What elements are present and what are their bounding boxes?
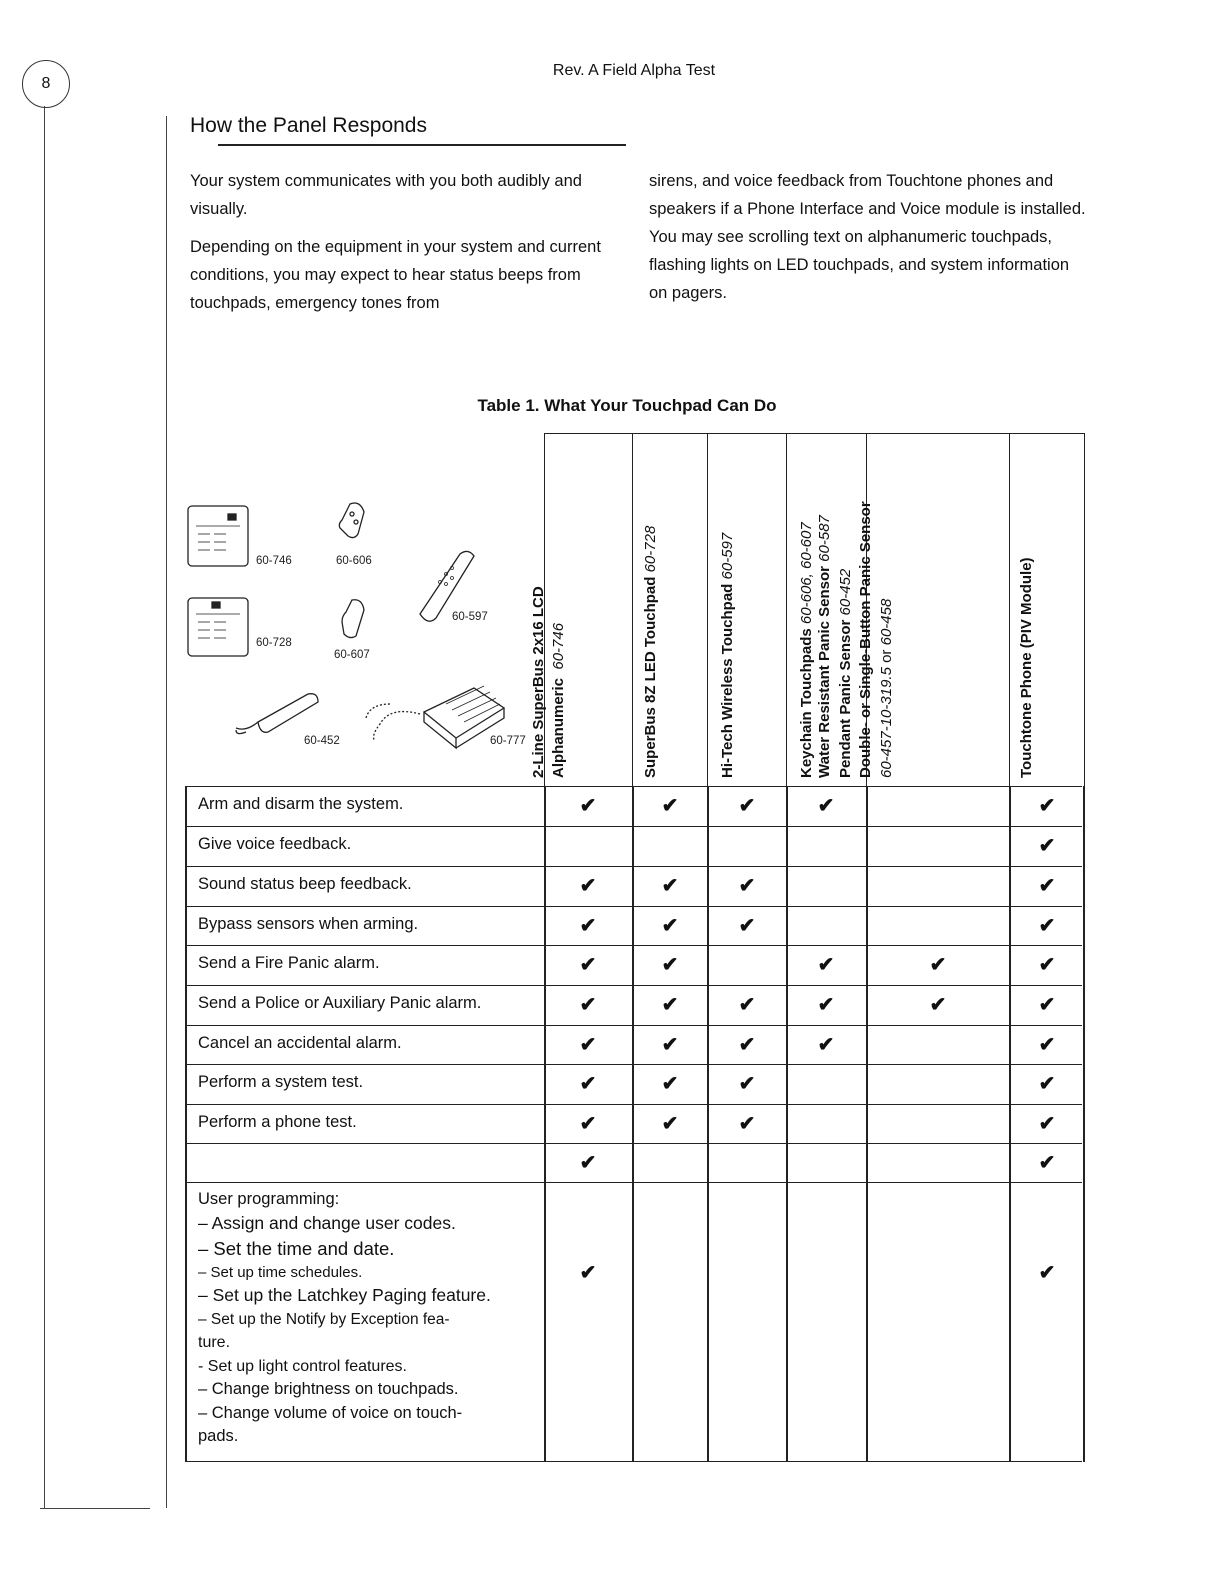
table-row [185, 1025, 1082, 1064]
check-mark-icon: ✔ [929, 994, 947, 1016]
table-caption: Table 1. What Your Touchpad Can Do [477, 396, 777, 415]
column-header-lcd [530, 433, 633, 786]
list-item: – Assign and change user codes. [198, 1212, 456, 1233]
check-mark-icon: ✔ [579, 1262, 597, 1284]
column-header-text: or [877, 649, 894, 663]
intro-paragraph: Your system communicates with you both audibly and visually. [190, 172, 582, 218]
column-header-text: Water Resistant Panic Sensor [815, 565, 833, 778]
check-mark-icon: ✔ [738, 1073, 756, 1095]
check-mark-icon: ✔ [661, 1034, 679, 1056]
check-mark-icon: ✔ [579, 795, 597, 817]
intro-paragraph: Depending on the equipment in your system and current conditions, you may expect to hear status beeps from touchpads, emergency tones from [190, 238, 601, 312]
check-mark-icon: ✔ [579, 1034, 597, 1056]
column-header-model: 60-452 [836, 568, 853, 616]
check-mark-icon: ✔ [661, 994, 679, 1016]
section-title: How the Panel Responds [190, 114, 427, 137]
check-mark-icon: ✔ [579, 994, 597, 1016]
table-column-rule [1009, 786, 1011, 1462]
check-mark-icon: ✔ [661, 795, 679, 817]
check-mark-icon: ✔ [1038, 1113, 1056, 1135]
list-item: – Set the time and date. [198, 1238, 395, 1259]
column-header-text: SuperBus 8Z LED Touchpad [641, 576, 659, 778]
check-mark-icon: ✔ [579, 954, 597, 976]
device-label-60-606: 60-606 [336, 555, 372, 567]
check-mark-icon: ✔ [579, 875, 597, 897]
table-column-rule [786, 786, 788, 1462]
page-number: 8 [22, 60, 70, 108]
row-label: Give voice feedback. [198, 835, 352, 853]
check-mark-icon: ✔ [1038, 1152, 1056, 1174]
title-underline [218, 144, 626, 146]
table-row [185, 786, 1082, 826]
check-mark-icon: ✔ [1038, 875, 1056, 897]
column-header-model: 60-728 [641, 525, 659, 573]
column-header-text: Pendant Panic Sensor [836, 619, 853, 778]
check-mark-icon: ✔ [1038, 1034, 1056, 1056]
column-header-touchtone [1009, 433, 1085, 786]
check-mark-icon: ✔ [1038, 1073, 1056, 1095]
check-mark-icon: ✔ [579, 1152, 597, 1174]
table-column-rule [707, 786, 709, 1462]
column-header-led [632, 433, 708, 786]
table-row [185, 1143, 1082, 1182]
check-mark-icon: ✔ [929, 954, 947, 976]
user-programming-list [198, 1188, 528, 1449]
table-column-rule [632, 786, 634, 1462]
check-mark-icon: ✔ [738, 795, 756, 817]
row-label: Perform a phone test. [198, 1113, 357, 1131]
list-item: – Set up time schedules. [198, 1263, 363, 1281]
check-mark-icon: ✔ [738, 1034, 756, 1056]
column-header-model: 60-458 [877, 598, 894, 646]
intro-paragraph: sirens, and voice feedback from Touchtone phones and speakers if a Phone Interface and Voice module is installed. You may see scrolling text on alphanumeric touchpads, flashing lights on LED touchpads, and system information on pagers. [649, 172, 1086, 302]
row-label: Send a Police or Auxiliary Panic alarm. [198, 994, 482, 1012]
column-header-text: 2-Line SuperBus 2x16 LCD [530, 586, 547, 778]
row-label: Sound status beep feedback. [198, 875, 412, 893]
list-item: - Set up light control features. [198, 1357, 407, 1375]
list-item: ture. [198, 1334, 231, 1351]
intro-column-left [190, 167, 615, 327]
margin-rule [44, 106, 45, 1508]
check-mark-icon: ✔ [579, 1073, 597, 1095]
column-header-model: 60-606, 60-607 [798, 522, 815, 625]
check-mark-icon: ✔ [1038, 835, 1056, 857]
list-item: – Set up the Notify by Exception fea- [198, 1310, 450, 1328]
column-header-model: 60-587 [815, 515, 833, 562]
table-row [185, 1064, 1082, 1104]
table-row [185, 826, 1082, 866]
table-row [185, 985, 1082, 1025]
check-mark-icon: ✔ [1038, 954, 1056, 976]
check-mark-icon: ✔ [817, 954, 835, 976]
row-label: Perform a system test. [198, 1073, 364, 1091]
list-item: – Change volume of voice on touch- [198, 1403, 463, 1422]
table-row [185, 945, 1082, 985]
column-header-text: Hi-Tech Wireless Touchpad [718, 583, 736, 778]
check-mark-icon: ✔ [738, 875, 756, 897]
column-header-model: 60-457-10-319.5 [877, 667, 894, 778]
table-column-rule [185, 786, 187, 1462]
row-label: Cancel an accidental alarm. [198, 1034, 402, 1052]
table-column-rule [544, 786, 546, 1462]
intro-column-right [649, 167, 1089, 317]
column-header-model: 60-746 [550, 622, 567, 670]
table-row [185, 866, 1082, 906]
page-header: Rev. A Field Alpha Test [552, 62, 716, 79]
column-header-text: Double- or Single-Button Panic Sensor [856, 501, 874, 778]
row-label: Send a Fire Panic alarm. [198, 954, 380, 972]
check-mark-icon: ✔ [661, 915, 679, 937]
column-header-text: Touchtone Phone (PIV Module) [1018, 557, 1035, 778]
device-illustration [184, 490, 538, 760]
check-mark-icon: ✔ [579, 915, 597, 937]
check-mark-icon: ✔ [1038, 795, 1056, 817]
list-item: pads. [198, 1427, 239, 1445]
check-mark-icon: ✔ [1038, 994, 1056, 1016]
device-label-60-728: 60-728 [256, 637, 292, 649]
device-label-60-777: 60-777 [490, 735, 526, 747]
table-row [185, 1104, 1082, 1143]
column-header-text: Keychain Touchpads [798, 628, 815, 778]
column-header-panic-sensors [815, 433, 1010, 786]
content-left-rule [166, 116, 167, 1508]
device-label-60-452: 60-452 [304, 735, 340, 747]
check-mark-icon: ✔ [661, 1113, 679, 1135]
check-mark-icon: ✔ [738, 1113, 756, 1135]
check-mark-icon: ✔ [1038, 1262, 1056, 1284]
check-mark-icon: ✔ [817, 994, 835, 1016]
column-header-wireless [707, 433, 787, 786]
column-header-text: Alphanumeric [550, 677, 567, 778]
list-item: – Change brightness on touchpads. [198, 1380, 459, 1398]
device-label-60-607: 60-607 [334, 649, 370, 661]
table-row [185, 906, 1082, 945]
column-header-model: 60-597 [718, 532, 736, 580]
check-mark-icon: ✔ [661, 875, 679, 897]
list-item: User programming: [198, 1190, 340, 1208]
list-item: – Set up the Latchkey Paging feature. [198, 1285, 491, 1305]
check-mark-icon: ✔ [1038, 915, 1056, 937]
check-mark-icon: ✔ [738, 994, 756, 1016]
check-mark-icon: ✔ [738, 915, 756, 937]
row-label: Arm and disarm the system. [198, 795, 404, 813]
check-mark-icon: ✔ [661, 1073, 679, 1095]
table-column-rule [866, 786, 868, 1462]
device-label-60-746: 60-746 [256, 555, 292, 567]
margin-foot-rule [40, 1508, 150, 1509]
device-label-60-597: 60-597 [452, 611, 488, 623]
check-mark-icon: ✔ [579, 1113, 597, 1135]
check-mark-icon: ✔ [817, 1034, 835, 1056]
row-label: Bypass sensors when arming. [198, 915, 419, 933]
check-mark-icon: ✔ [661, 954, 679, 976]
table-column-rule [1083, 786, 1085, 1462]
check-mark-icon: ✔ [817, 795, 835, 817]
